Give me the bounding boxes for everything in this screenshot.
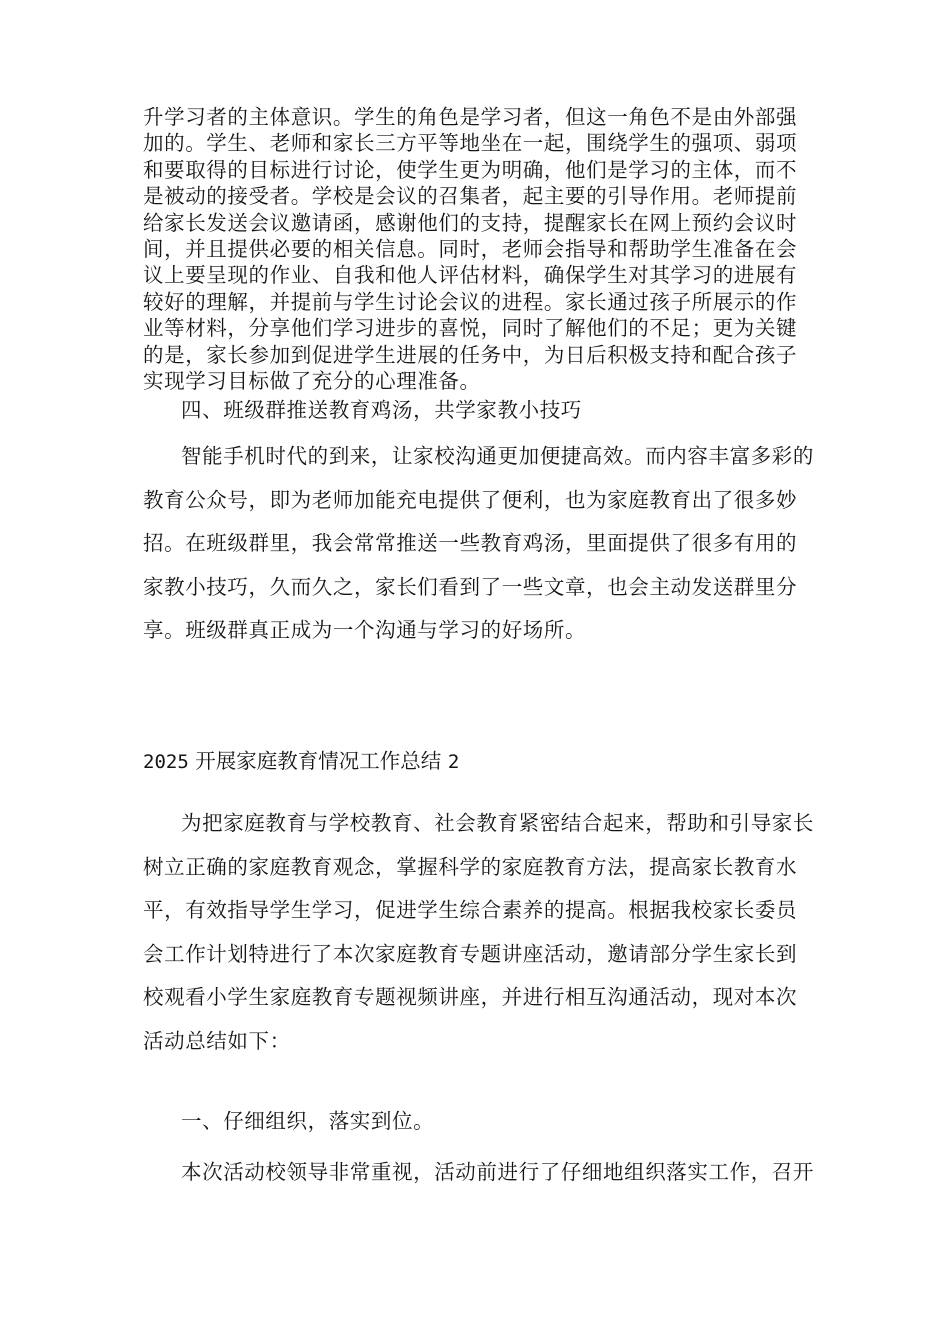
- text-line: 享。班级群真正成为一个沟通与学习的好场所。: [143, 618, 587, 642]
- text-line: 升学习者的主体意识。学生的角色是学习者，但这一角色不是由外部强: [143, 105, 798, 129]
- text-line: 较好的理解，并提前与学生讨论会议的进程。家长通过孩子所展示的作: [143, 289, 798, 314]
- paragraph-class-group: [143, 435, 827, 653]
- text-line: 实现学习目标做了充分的心理准备。: [143, 369, 481, 394]
- title-text: 开展家庭教育情况工作总结: [195, 749, 442, 773]
- text-line: 为把家庭教育与学校教育、社会教育紧密结合起来，帮助和引导家长: [181, 811, 814, 835]
- text-line: 平，有效指导学生学习，促进学生综合素养的提高。根据我校家长委员: [143, 898, 798, 922]
- title-year: 2025: [143, 751, 189, 773]
- paragraph-student-led-conference: [143, 104, 827, 394]
- text-line: 是被动的接受者。学校是会议的召集者，起主要的引导作用。老师提前: [143, 184, 798, 209]
- text-line: 活动总结如下：: [143, 1028, 291, 1053]
- text-line: 校观看小学生家庭教育专题视频讲座，并进行相互沟通活动，现对本次: [143, 985, 798, 1009]
- text-line: 给家长发送会议邀请函，感谢他们的支持，提醒家长在网上预约会议时: [143, 210, 798, 235]
- text-line: 树立正确的家庭教育观念，掌握科学的家庭教育方法，提高家长教育水: [143, 854, 798, 879]
- text-line: 招。在班级群里，我会常常推送一些教育鸡汤，里面提供了很多有用的: [143, 531, 798, 555]
- text-line: 间，并且提供必要的相关信息。同时，老师会指导和帮助学生准备在会: [143, 237, 798, 262]
- text-line: 和要取得的目标进行讨论，使学生更为明确，他们是学习的主体，而不: [143, 157, 798, 182]
- paragraph-leadership: [143, 1151, 827, 1195]
- text-line: 议上要呈现的作业、自我和他人评估材料，确保学生对其学习的进展有: [143, 263, 798, 288]
- text-line: 的是，家长参加到促进学生进展的任务中，为日后积极支持和配合孩子: [143, 342, 798, 367]
- section-heading-organize: 一、仔细组织，落实到位。: [181, 1109, 435, 1133]
- section-heading-class-group: 四、班级群推送教育鸡汤，共学家教小技巧: [181, 398, 582, 422]
- text-line: 会工作计划特进行了本次家庭教育专题讲座活动，邀请部分学生家长到: [143, 941, 798, 966]
- text-line: 业等材料，分享他们学习进步的喜悦，同时了解他们的不足；更为关键: [143, 316, 798, 341]
- text-line: 智能手机时代的到来，让家校沟通更加便捷高效。而内容丰富多彩的: [181, 444, 814, 468]
- text-line: 本次活动校领导非常重视，活动前进行了仔细地组织落实工作，召开: [181, 1160, 814, 1184]
- text-line: 加的。学生、老师和家长三方平等地坐在一起，围绕学生的强项、弱项: [143, 131, 798, 156]
- text-line: 家教小技巧，久而久之，家长们看到了一些文章，也会主动发送群里分: [143, 574, 798, 599]
- title-number: 2: [447, 751, 460, 773]
- text-line: 教育公众号，即为老师加能充电提供了便利，也为家庭教育出了很多妙: [143, 487, 798, 512]
- paragraph-intro: [143, 802, 827, 1063]
- document-title: [143, 747, 459, 776]
